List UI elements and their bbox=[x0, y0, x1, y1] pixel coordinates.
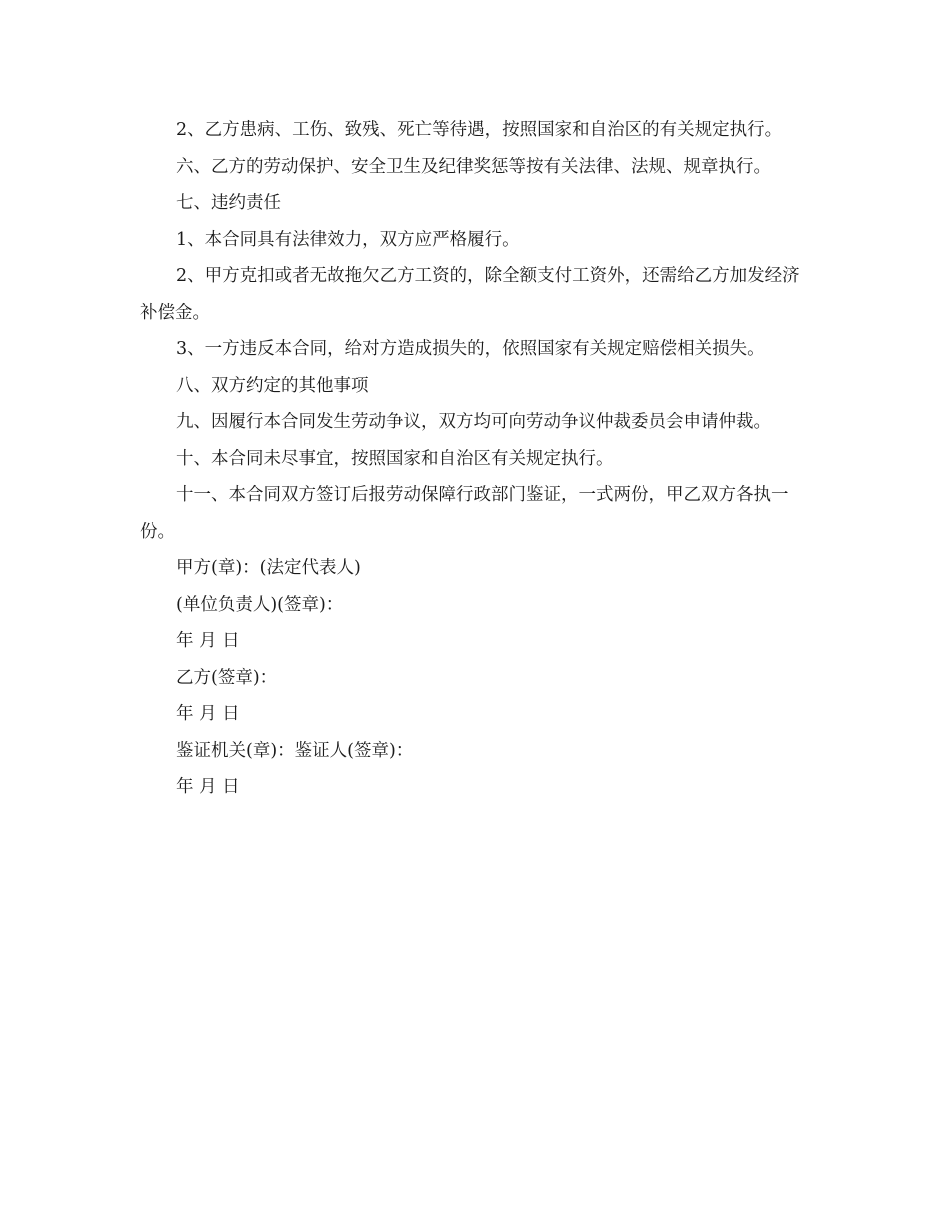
clause-2-sickness-injury: 2、乙方患病、工伤、致残、死亡等待遇，按照国家和自治区的有关规定执行。 bbox=[176, 120, 783, 140]
party-b-date: 年 月 日 bbox=[176, 704, 240, 724]
section-7-heading: 七、违约责任 bbox=[176, 193, 281, 213]
clause-7-1: 1、本合同具有法律效力，双方应严格履行。 bbox=[176, 229, 520, 250]
clause-6-labor-protection: 六、乙方的劳动保护、安全卫生及纪律奖惩等按有关法律、法规、规章执行。 bbox=[176, 156, 771, 177]
party-a-seal-line: 甲方(章)：(法定代表人) bbox=[176, 558, 361, 578]
party-b-signature-line: 乙方(签章)： bbox=[176, 667, 278, 688]
party-a-signatory-line: (单位负责人)(签章)： bbox=[176, 594, 344, 615]
clause-9-dispute: 九、因履行本合同发生劳动争议，双方均可向劳动争议仲裁委员会申请仲裁。 bbox=[176, 412, 771, 432]
clause-10-unresolved: 十、本合同未尽事宜，按照国家和自治区有关规定执行。 bbox=[176, 448, 614, 469]
clause-7-3: 3、一方违反本合同，给对方造成损失的，依照国家有关规定赔偿相关损失。 bbox=[176, 339, 765, 359]
document-page bbox=[140, 112, 812, 806]
authentication-line: 鉴证机关(章)：鉴证人(签章)： bbox=[176, 740, 414, 761]
clause-11-copies: 十一、本合同双方签订后报劳动保障行政部门鉴证，一式两份，甲乙双方各执一份。 bbox=[140, 485, 789, 542]
authentication-date: 年 月 日 bbox=[176, 777, 240, 797]
section-8-heading: 八、双方约定的其他事项 bbox=[176, 375, 369, 396]
clause-7-2: 2、甲方克扣或者无故拖欠乙方工资的，除全额支付工资外，还需给乙方加发经济补偿金。 bbox=[140, 266, 800, 323]
party-a-date: 年 月 日 bbox=[176, 631, 240, 651]
